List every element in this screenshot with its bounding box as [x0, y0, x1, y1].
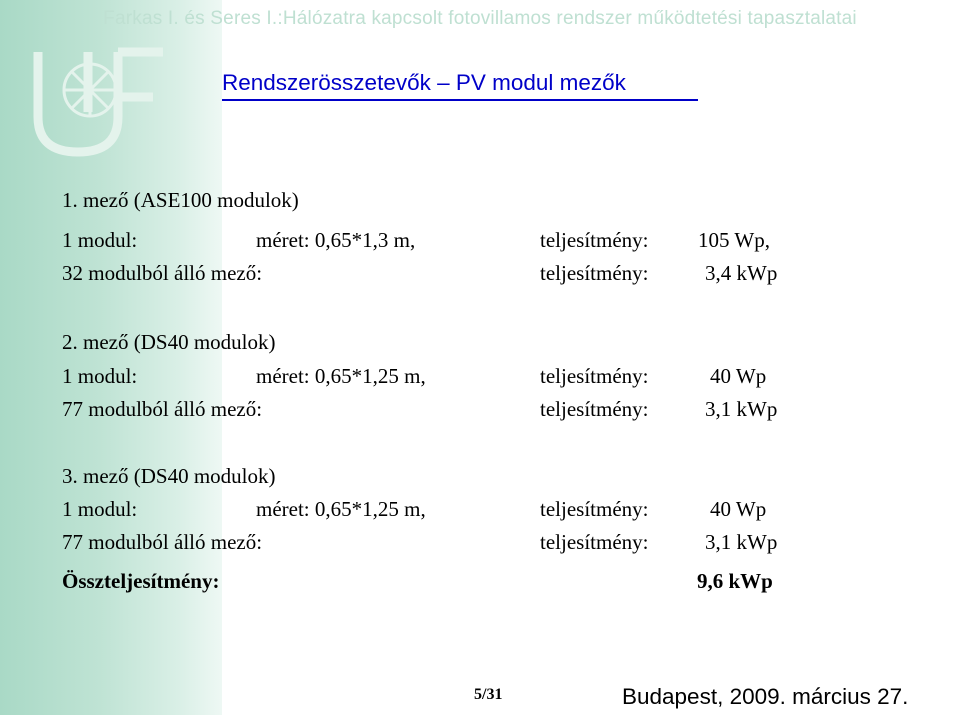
total-value: 9,6 kWp — [697, 569, 773, 593]
field-2-module-label: 1 modul: — [62, 364, 138, 388]
document-header: Farkas I. és Seres I.:Hálózatra kapcsolt fotovillamos rendszer működtetési tapasztalatai — [103, 8, 857, 29]
field-2-field-label: 77 modulból álló mező: — [62, 397, 263, 421]
field-2-size: méret: 0,65*1,25 m, — [256, 364, 426, 388]
field-2-power-value-2: 3,1 kWp — [705, 397, 778, 421]
slide-title: Rendszerösszetevők – PV modul mezők — [222, 70, 626, 95]
field-3-heading: 3. mező (DS40 modulok) — [62, 464, 276, 488]
field-1-field-label: 32 modulból álló mező: — [62, 261, 263, 285]
field-2-power-label-2: teljesítmény: — [540, 397, 649, 421]
field-3-power-label-1: teljesítmény: — [540, 497, 649, 521]
field-1-heading: 1. mező (ASE100 modulok) — [62, 188, 299, 212]
field-3-power-value-2: 3,1 kWp — [705, 530, 778, 554]
field-3-field-label: 77 modulból álló mező: — [62, 530, 263, 554]
field-1-module-label: 1 modul: — [62, 228, 138, 252]
field-2-power-value-1: 40 Wp — [710, 364, 767, 388]
field-1-power-label-2: teljesítmény: — [540, 261, 649, 285]
field-3-power-label-2: teljesítmény: — [540, 530, 649, 554]
field-2-heading: 2. mező (DS40 modulok) — [62, 330, 276, 354]
field-3-module-label: 1 modul: — [62, 497, 138, 521]
field-1-power-value-2: 3,4 kWp — [705, 261, 778, 285]
field-3-power-value-1: 40 Wp — [710, 497, 767, 521]
field-3-size: méret: 0,65*1,25 m, — [256, 497, 426, 521]
field-2-power-label-1: teljesítmény: — [540, 364, 649, 388]
field-1-power-value-1: 105 Wp, — [698, 228, 770, 252]
field-1-size: méret: 0,65*1,3 m, — [256, 228, 416, 252]
field-1-power-label-1: teljesítmény: — [540, 228, 649, 252]
footer-date: Budapest, 2009. március 27. — [622, 684, 909, 709]
total-label: Összteljesítmény: — [62, 569, 220, 593]
page-number: 5/31 — [474, 686, 503, 703]
